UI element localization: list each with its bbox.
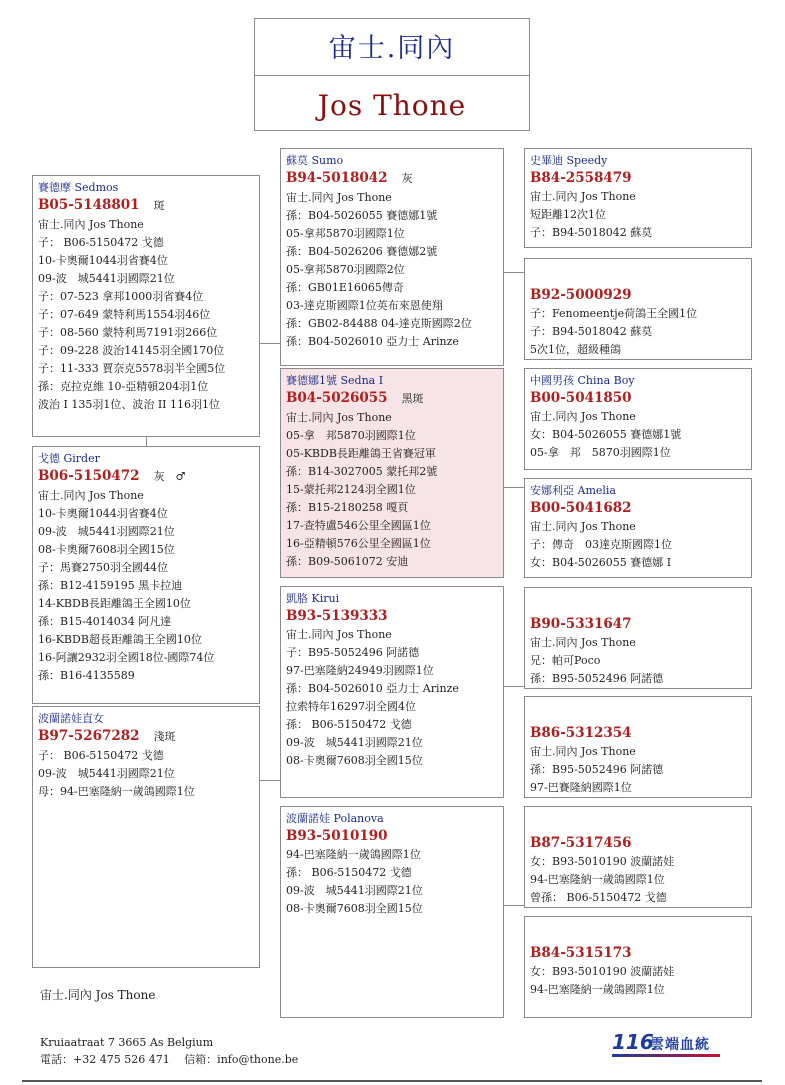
- detail-line: 孫：B04-5026010 亞力士 Arinze: [286, 335, 459, 348]
- detail-line: 16-KBDB超長距離鴿王全國10位: [38, 633, 202, 646]
- great-grandparent-box-5: [524, 587, 752, 689]
- connector-line: [504, 487, 524, 488]
- detail-line: 孫： B06-5150472 戈德: [286, 866, 412, 879]
- sire-dam-box: [280, 368, 504, 578]
- pigeon-name: 中國男孩 China Boy: [530, 374, 635, 387]
- detail-line: 05-拿 邦 5870羽國際1位: [530, 446, 671, 459]
- detail-line: 09-波 城5441羽國際21位: [38, 525, 175, 538]
- ring-number: B84-5315173: [530, 945, 632, 961]
- dam-dam-box: [280, 806, 504, 1018]
- detail-line: 97-巴賽隆納國際1位: [530, 781, 632, 794]
- pigeon-name: 波蘭諾娃直女: [38, 712, 104, 725]
- brand-logo: [612, 1030, 722, 1058]
- logo-underline: [612, 1054, 720, 1057]
- connector-line: [504, 272, 524, 273]
- bottom-divider: [22, 1080, 762, 1082]
- detail-line: 08-卡奧爾7608羽全國15位: [286, 902, 423, 915]
- detail-line: 波治 I 135羽1位、波治 II 116羽1位: [38, 398, 221, 411]
- detail-line: 09-波 城5441羽國際21位: [38, 272, 175, 285]
- ring-number: B93-5139333: [286, 608, 388, 624]
- pigeon-name: 史畢迪 Speedy: [530, 154, 608, 167]
- ring-number: B05-5148801 斑: [38, 197, 165, 213]
- detail-line: 孫：克拉克維 10-亞精頓204羽1位: [38, 380, 209, 393]
- detail-line: 宙士.同內 Jos Thone: [530, 636, 636, 649]
- detail-line: 05-KBDB長距離鴿王省賽冠軍: [286, 447, 436, 460]
- great-grandparent-box-3: [524, 368, 752, 470]
- detail-line: 孫：B95-5052496 阿諾德: [530, 763, 664, 776]
- detail-line: 17-查特盧546公里全國區1位: [286, 519, 431, 532]
- detail-line: 女：B93-5010190 波蘭諾娃: [530, 855, 675, 868]
- detail-line: 15-蒙托邦2124羽全國1位: [286, 483, 416, 496]
- great-grandparent-box-2: [524, 258, 752, 360]
- detail-line: 孫：B04-5026206 賽德娜2號: [286, 245, 438, 258]
- detail-line: 宙士.同內 Jos Thone: [530, 745, 636, 758]
- connector-line: [146, 437, 147, 446]
- great-grandparent-box-7: [524, 806, 752, 908]
- detail-line: 宙士.同內 Jos Thone: [286, 628, 392, 641]
- ring-number: B00-5041682: [530, 500, 632, 516]
- detail-line: 孫：B16-4135589: [38, 669, 135, 682]
- owner-signature: 宙士.同內 Jos Thone: [40, 988, 156, 1002]
- color-label: 斑: [153, 199, 165, 212]
- ring-number: B93-5010190: [286, 828, 388, 844]
- pigeon-name: 賽德娜1號 Sedna I: [286, 374, 384, 387]
- great-grandparent-box-1: [524, 148, 752, 248]
- detail-line: 14-KBDB長距離鴿王全國10位: [38, 597, 191, 610]
- color-label: 黑斑: [401, 392, 424, 405]
- detail-line: 孫：GB02-84488 04-達克斯國際2位: [286, 317, 472, 330]
- detail-line: 宙士.同內 Jos Thone: [38, 218, 144, 231]
- detail-line: 子：11-333 賈奈克5578羽半全國5位: [38, 362, 226, 375]
- detail-line: 97-巴塞隆納24949羽國際1位: [286, 664, 434, 677]
- detail-line: 宙士.同內 Jos Thone: [286, 411, 392, 424]
- pigeon-name: 戈德 Girder: [38, 452, 100, 465]
- detail-line: 子：馬賽2750羽全國44位: [38, 561, 168, 574]
- address-line: Kruiaatraat 7 3665 As Belgium: [40, 1036, 214, 1049]
- dam-box: [32, 446, 260, 704]
- detail-line: 孫：B04-5026055 賽德娜1號: [286, 209, 438, 222]
- detail-line: 子：08-560 蒙特利馬7191羽266位: [38, 326, 218, 339]
- dam-side-box: [32, 706, 260, 968]
- detail-line: 子：B94-5018042 蘇莫: [530, 226, 653, 239]
- great-grandparent-box-8: [524, 916, 752, 1018]
- ring-number: B00-5041850: [530, 390, 632, 406]
- pigeon-name: 波蘭諾娃 Polanova: [286, 812, 384, 825]
- detail-line: 宙士.同內 Jos Thone: [286, 191, 392, 204]
- connector-line: [260, 780, 280, 781]
- detail-line: 子： B06-5150472 戈德: [38, 749, 164, 762]
- ring-number: B94-5018042 灰: [286, 170, 413, 186]
- pedigree-header: [254, 18, 530, 131]
- detail-line: 兄：帕可Poco: [530, 654, 601, 667]
- color-label: 灰 ♂: [153, 470, 186, 483]
- detail-line: 女：B93-5010190 波蘭諾娃: [530, 965, 675, 978]
- detail-line: 孫：B04-5026010 亞力士 Arinze: [286, 682, 459, 695]
- detail-line: 16-亞精頓576公里全國區1位: [286, 537, 431, 550]
- detail-line: 09-波 城5441羽國際21位: [286, 884, 423, 897]
- detail-line: 08-卡奧爾7608羽全國15位: [38, 543, 175, 556]
- ring-number: B97-5267282 淺斑: [38, 728, 176, 744]
- detail-line: 05-拿邦5870羽國際2位: [286, 263, 405, 276]
- detail-line: 子： B06-5150472 戈德: [38, 236, 164, 249]
- owner-name-chinese: 宙士.同內: [255, 19, 529, 76]
- detail-line: 宙士.同內 Jos Thone: [38, 489, 144, 502]
- detail-line: 08-卡奧爾7608羽全國15位: [286, 754, 423, 767]
- dam-sire-box: [280, 586, 504, 798]
- detail-line: 16-阿讓2932羽全國18位-國際74位: [38, 651, 215, 664]
- detail-line: 孫：B15-4014034 阿凡達: [38, 615, 172, 628]
- detail-line: 孫：GB01E16065傳奇: [286, 281, 404, 294]
- detail-line: 09-波 城5441羽國際21位: [286, 736, 423, 749]
- detail-line: 孫：B12-4159195 黑卡拉迪: [38, 579, 183, 592]
- detail-line: 子：09-228 波治14145羽全國170位: [38, 344, 225, 357]
- great-grandparent-box-4: [524, 478, 752, 578]
- ring-number: B86-5312354: [530, 725, 632, 741]
- sire-sire-box: [280, 148, 504, 366]
- detail-line: 曾孫： B06-5150472 戈德: [530, 891, 667, 904]
- ring-number: B90-5331647: [530, 616, 632, 632]
- detail-line: 孫：B09-5061072 安迪: [286, 555, 409, 568]
- color-label: 灰: [401, 172, 413, 185]
- great-grandparent-box-6: [524, 696, 752, 798]
- owner-name-english: Jos Thone: [317, 89, 467, 122]
- logo-text: 雲端血統: [650, 1037, 710, 1053]
- detail-line: 女：B04-5026055 賽德娜1號: [530, 428, 682, 441]
- detail-line: 05-拿 邦5870羽國際1位: [286, 429, 416, 442]
- detail-line: 孫：B15-2180258 嘎頁: [286, 501, 409, 514]
- detail-line: 子：Fenomeentje荷鴿王全國1位: [530, 307, 698, 320]
- color-label: 淺斑: [153, 730, 176, 743]
- ring-number: B06-5150472 灰 ♂: [38, 468, 186, 484]
- detail-line: 03-達克斯國際1位英布來恩使翔: [286, 299, 443, 312]
- detail-line: 子：B94-5018042 蘇莫: [530, 325, 653, 338]
- detail-line: 宙士.同內 Jos Thone: [530, 520, 636, 533]
- connector-line: [260, 343, 280, 344]
- logo-number: 116: [612, 1030, 654, 1054]
- detail-line: 94-巴塞隆納一歲鴿國際1位: [286, 848, 421, 861]
- detail-line: 10-卡奧爾1044羽省賽4位: [38, 507, 168, 520]
- detail-line: 09-波 城5441羽國際21位: [38, 767, 175, 780]
- detail-line: 孫： B06-5150472 戈德: [286, 718, 412, 731]
- detail-line: 母：94-巴塞隆納一歲鴿國際1位: [38, 785, 195, 798]
- detail-line: 子：07-649 蒙特利馬1554羽46位: [38, 308, 211, 321]
- detail-line: 孫：B14-3027005 蒙托邦2號: [286, 465, 438, 478]
- detail-line: 5次1位，超級種鴿: [530, 343, 621, 356]
- contact-line: 電話：+32 475 526 471 信箱：info@thone.be: [40, 1053, 299, 1066]
- ring-number: B87-5317456: [530, 835, 632, 851]
- detail-line: 子：傳奇 03達克斯國際1位: [530, 538, 672, 551]
- detail-line: 孫：B95-5052496 阿諾德: [530, 672, 664, 685]
- detail-line: 短距離12次1位: [530, 208, 606, 221]
- connector-line: [504, 686, 524, 687]
- ring-number: B04-5026055 黑斑: [286, 390, 424, 406]
- ring-number: B92-5000929: [530, 287, 632, 303]
- contact-block: [40, 1034, 298, 1068]
- detail-line: 05-拿邦5870羽國際1位: [286, 227, 405, 240]
- detail-line: 拉索特年16297羽全國4位: [286, 700, 416, 713]
- detail-line: 子：07-523 拿邦1000羽省賽4位: [38, 290, 204, 303]
- pigeon-name: 賽德摩 Sedmos: [38, 181, 119, 194]
- detail-line: 宙士.同內 Jos Thone: [530, 190, 636, 203]
- detail-line: 子：B95-5052496 阿諾德: [286, 646, 420, 659]
- detail-line: 10-卡奧爾1044羽省賽4位: [38, 254, 168, 267]
- detail-line: 94-巴塞隆納一歲鴿國際1位: [530, 873, 665, 886]
- connector-line: [504, 905, 524, 906]
- pigeon-name: 安娜利亞 Amelia: [530, 484, 616, 497]
- pigeon-name: 蘇莫 Sumo: [286, 154, 344, 167]
- detail-line: 女：B04-5026055 賽德娜 I: [530, 556, 672, 569]
- detail-line: 宙士.同內 Jos Thone: [530, 410, 636, 423]
- pigeon-name: 凱胳 Kirui: [286, 592, 340, 605]
- sire-box: [32, 175, 260, 437]
- detail-line: 94-巴塞隆納一歲鴿國際1位: [530, 983, 665, 996]
- ring-number: B84-2558479: [530, 170, 632, 186]
